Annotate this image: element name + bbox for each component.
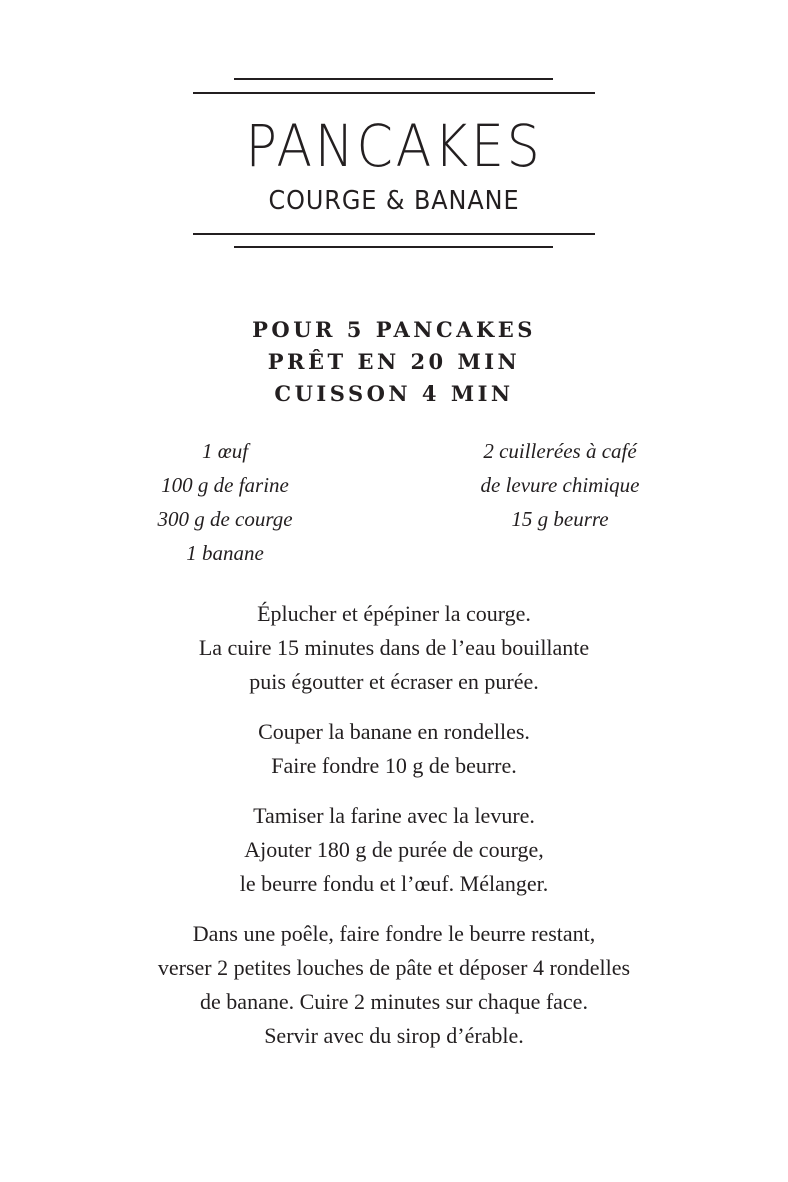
ingredient-item: 100 g de farine (161, 473, 289, 497)
step-line: Tamiser la farine avec la levure. (253, 803, 535, 828)
cooking-time-line: CUISSON 4 MIN (274, 381, 514, 406)
servings-line: POUR 5 PANCAKES (252, 317, 536, 342)
rule-bottom-short (234, 246, 553, 248)
step-line: verser 2 petites louches de pâte et déposer 4 rondelles (157, 955, 631, 980)
step-line: Servir avec du sirop d’érable. (264, 1023, 524, 1048)
step-line: puis égoutter et écraser en purée. (249, 669, 539, 694)
step-line: Éplucher et épépiner la courge. (257, 601, 531, 626)
ingredients-column-left (120, 434, 330, 570)
step-line: Ajouter 180 g de purée de courge, (244, 837, 544, 862)
step-line: de banane. Cuire 2 minutes sur chaque face. (200, 989, 588, 1014)
recipe-meta (0, 314, 788, 410)
rule-top-long (193, 92, 595, 94)
rule-bottom-long (193, 233, 595, 235)
step-line: Faire fondre 10 g de beurre. (271, 753, 517, 778)
step-1 (0, 597, 788, 699)
recipe-subtitle: COURGE & BANANE (268, 186, 520, 216)
ingredient-item: 1 œuf (201, 439, 249, 463)
step-4 (0, 917, 788, 1053)
ingredient-item: de levure chimique (480, 473, 640, 497)
ingredient-item: 2 cuillerées à café (483, 439, 637, 463)
step-line: Couper la banane en rondelles. (258, 719, 530, 744)
step-line: Dans une poêle, faire fondre le beurre restant, (192, 921, 596, 946)
step-line: le beurre fondu et l’œuf. Mélanger. (239, 871, 549, 896)
ingredient-item: 15 g beurre (511, 507, 609, 531)
rule-top-short (234, 78, 553, 80)
ready-time-line: PRÊT EN 20 MIN (267, 349, 521, 374)
recipe-title: PANCAKES (245, 112, 543, 180)
step-2 (0, 715, 788, 783)
step-3 (0, 799, 788, 901)
ingredients-column-right (445, 434, 675, 536)
ingredient-item: 300 g de courge (157, 507, 293, 531)
step-line: La cuire 15 minutes dans de l’eau bouillante (198, 635, 590, 660)
instructions (0, 597, 788, 1069)
ingredient-item: 1 banane (186, 541, 264, 565)
